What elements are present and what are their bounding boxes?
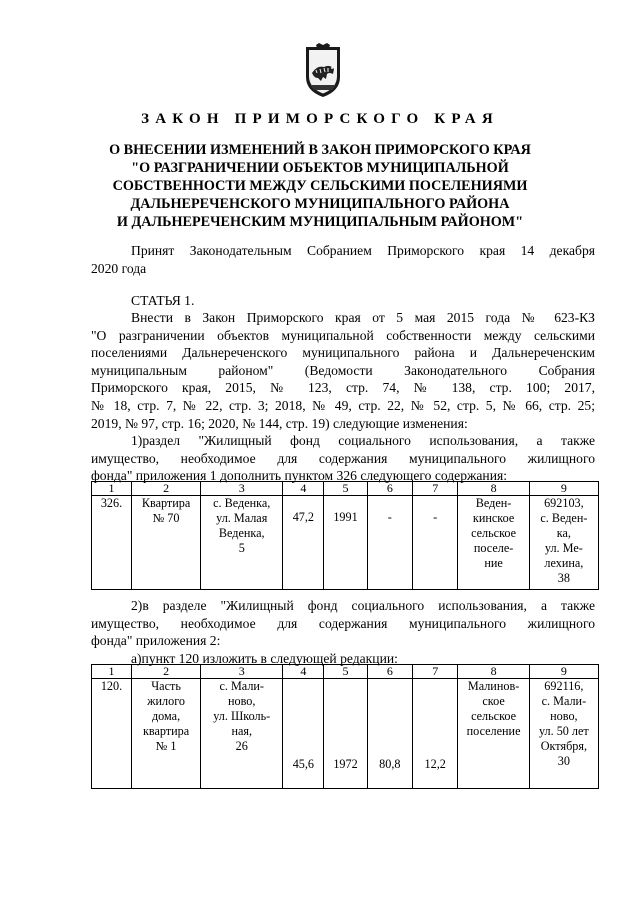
cell-line: ка, [556,526,571,540]
law-title: ЗАКОН ПРИМОРСКОГО КРАЯ [141,111,499,127]
cell-line: 692103, [544,496,584,510]
cell-line: Квартира [141,496,191,510]
column-number: 6 [367,665,412,679]
cell-line: Часть [151,679,181,693]
column-number: 8 [458,665,529,679]
column-number: 7 [413,665,458,679]
column-number: 1 [92,482,132,496]
postal-address [529,679,598,789]
area-value: 45,6 [283,679,324,789]
object-name [131,679,200,789]
column-number: 2 [131,482,200,496]
column-number: 1 [92,665,132,679]
heading-line: СОБСТВЕННОСТИ МЕЖДУ СЕЛЬСКИМИ ПОСЕЛЕНИЯМИ [112,178,528,194]
cell-line: поселе- [473,541,514,555]
cell-line: ная, [231,724,253,738]
table-header-row [92,482,599,496]
cell-line: квартира [142,724,190,738]
col7-value: 12,2 [413,679,458,789]
cell-line: жилого [147,694,186,708]
table-row [92,679,599,789]
column-number: 3 [201,482,283,496]
intro-line: "О разграничении объектов муниципальной собственности между сельскими [91,327,595,343]
cell-line: ние [484,556,503,570]
cell-line: с. Веден- [540,511,588,525]
cell-line: 26 [235,739,248,753]
item-number: 326. [92,496,132,590]
cell-line: Малинов- [467,679,520,693]
item1-line: фонда" приложения 1 дополнить пунктом 326 следующего содержания: [91,468,508,484]
adoption-line: 2020 года [91,260,147,276]
column-number: 4 [283,482,324,496]
cell-line: ул. Ме- [544,541,583,555]
primorye-coat-of-arms-icon [302,43,344,99]
article-intro [91,309,595,485]
cell-line: 30 [557,754,570,768]
cell-line: Веденка, [218,526,265,540]
col7-value: - [413,496,458,590]
cell-line: с. Мали- [219,679,264,693]
intro-line: поселениями Дальнереченского муниципального района и Дальнереченским [91,345,595,361]
cell-line: сельское [471,709,517,723]
cell-line: ул. Школь- [213,709,271,723]
cell-line: поселение [466,724,521,738]
item1-line: 1)раздел "Жилищный фонд социального использования, а также [131,433,595,449]
adoption-note [91,242,595,277]
cell-line: дома, [151,709,181,723]
settlement-name [458,679,529,789]
object-address [201,679,283,789]
cell-line: № 1 [155,739,177,753]
adoption-line: Принят Законодательным Собранием Приморского края 14 декабря [131,243,595,258]
cell-line: ново, [228,694,256,708]
column-number: 3 [201,665,283,679]
item1-line: имущество, необходимое для содержания муниципального жилищного [91,450,595,466]
column-number: 2 [131,665,200,679]
heading-line: ДАЛЬНЕРЕЧЕНСКОГО МУНИЦИПАЛЬНОГО РАЙОНА [130,196,510,212]
cell-line: ново, [550,709,578,723]
item2a-line: а)пункт 120 изложить в следующей редакции: [131,650,398,666]
col6-value: - [367,496,412,590]
column-number: 7 [413,482,458,496]
area-value: 47,2 [283,496,324,590]
column-number: 5 [324,665,367,679]
table-item-326 [91,481,599,590]
heading-line: "О РАЗГРАНИЧЕНИИ ОБЪЕКТОВ МУНИЦИПАЛЬНОЙ [131,160,509,176]
cell-line: ул. 50 лет [538,724,589,738]
item-number: 120. [92,679,132,789]
cell-line: ское [482,694,505,708]
column-number: 9 [529,482,598,496]
cell-line: кинское [472,511,515,525]
column-number: 9 [529,665,598,679]
intro-line: 2019, № 97, стр. 16; 2020, № 144, стр. 19) следующие изменения: [91,415,468,431]
item2-line: 2)в разделе "Жилищный фонд социального использования, а также [131,598,595,613]
heading-line: О ВНЕСЕНИИ ИЗМЕНЕНИЙ В ЗАКОН ПРИМОРСКОГО КРАЯ [109,142,531,158]
intro-line: Внести в Закон Приморского края от 5 мая 2015 года № 623-КЗ [131,310,595,325]
cell-line: Веден- [475,496,512,510]
postal-address [529,496,598,590]
cell-line: сельское [471,526,517,540]
heading-line: И ДАЛЬНЕРЕЧЕНСКИМ МУНИЦИПАЛЬНЫМ РАЙОНОМ" [116,214,524,230]
item2-line: имущество, необходимое для содержания муниципального жилищного [91,615,595,631]
year-value: 1972 [324,679,367,789]
cell-line: с. Мали- [541,694,587,708]
column-number: 5 [324,482,367,496]
item2-line: фонда" приложения 2: [91,633,221,649]
cell-line: Октября, [540,739,588,753]
cell-line: ул. Малая [216,511,268,525]
law-heading [90,141,550,231]
column-number: 6 [367,482,412,496]
column-number: 8 [458,482,529,496]
object-name [131,496,200,590]
cell-line: 5 [238,541,245,555]
cell-line: 692116, [544,679,584,693]
intro-line: № 18, стр. 7, № 22, стр. 3; 2018, № 49, стр. 22, № 52, стр. 5, № 66, стр. 25; [91,397,595,413]
item2-text [91,597,595,667]
object-address [201,496,283,590]
cell-line: 38 [557,571,570,585]
year-value: 1991 [324,496,367,590]
settlement-name [458,496,529,590]
cell-line: лехина, [544,556,584,570]
table-item-120 [91,664,599,789]
table-row [92,496,599,590]
column-number: 4 [283,665,324,679]
intro-line: Приморского края, 2015, № 123, стр. 74, № 138, стр. 100; 2017, [91,380,595,396]
cell-line: № 70 [152,511,180,525]
article-heading: СТАТЬЯ 1. [131,293,195,308]
col6-value: 80,8 [367,679,412,789]
cell-line: с. Веденка, [213,496,271,510]
table-header-row [92,665,599,679]
intro-line: муниципальным районом" (Ведомости Законодательного Собрания [91,362,595,378]
